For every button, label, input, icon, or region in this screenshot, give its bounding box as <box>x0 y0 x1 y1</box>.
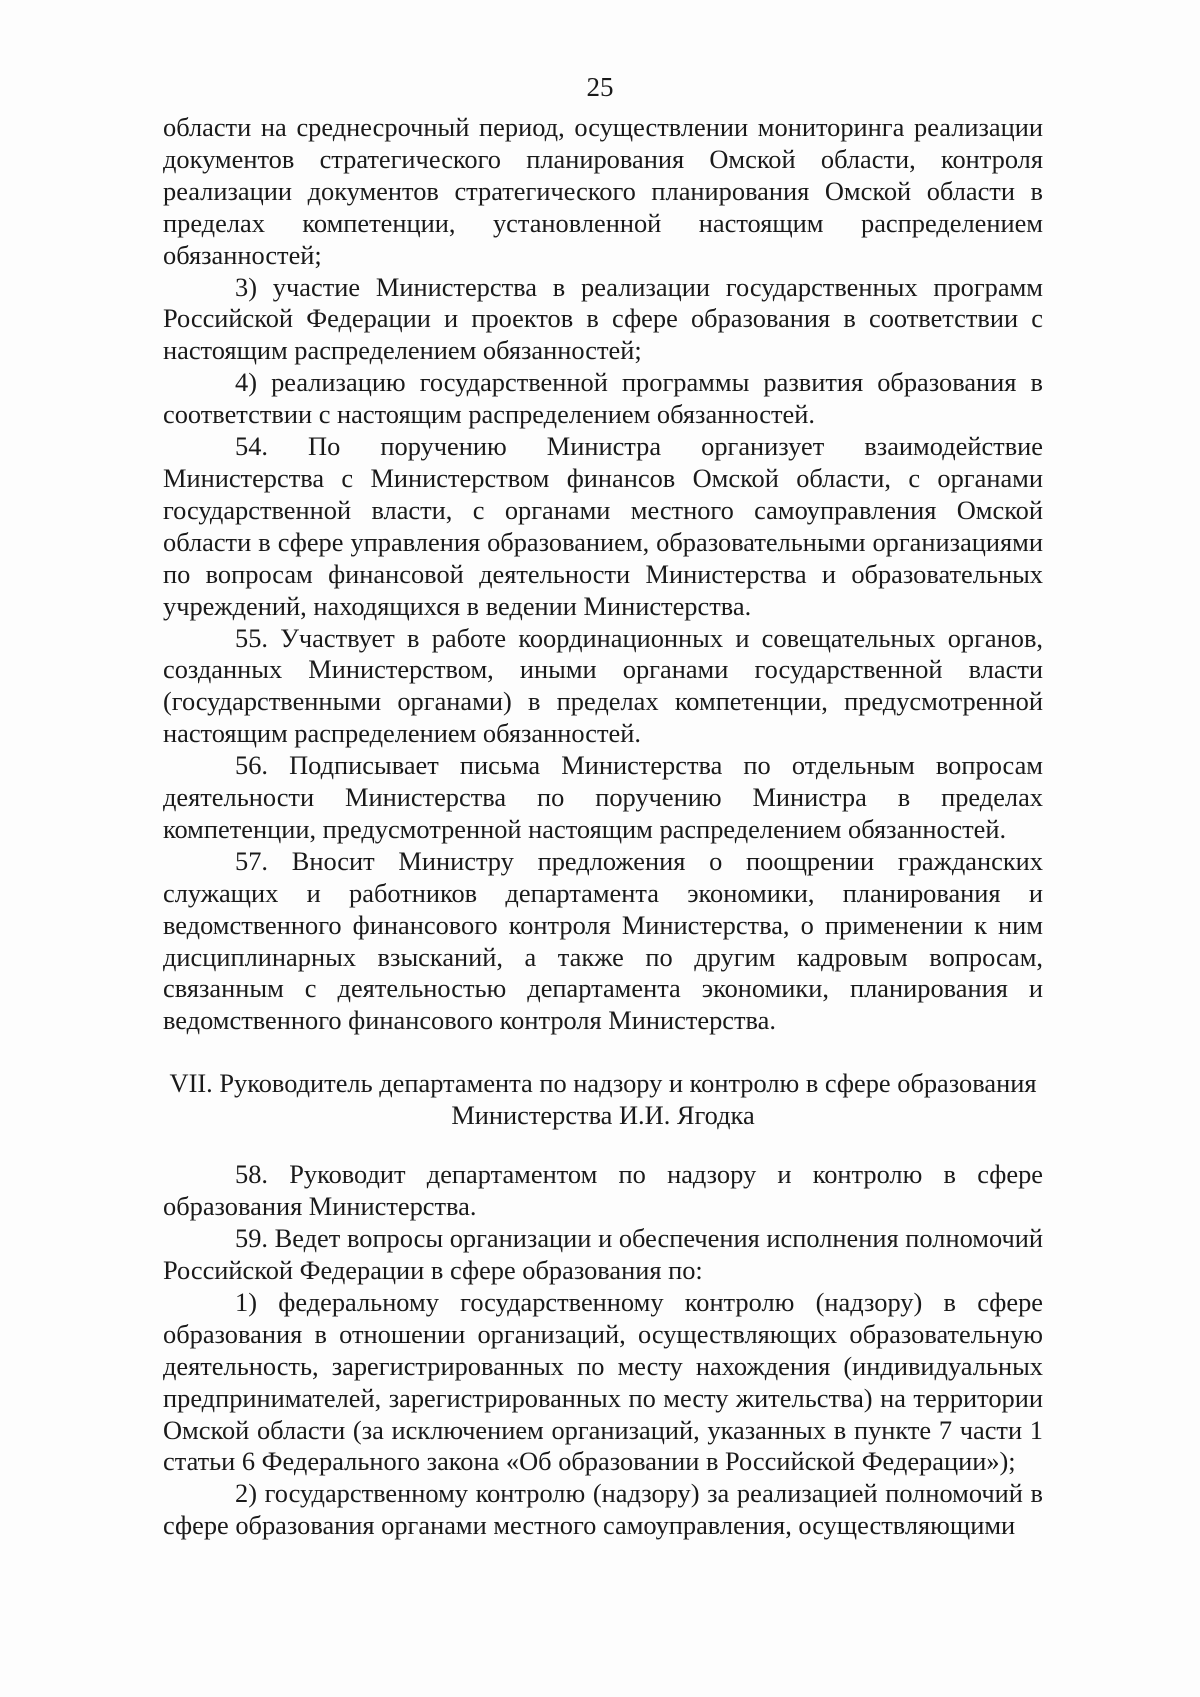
paragraph: 58. Руководит департаментом по надзору и контролю в сфере образования Министерства. <box>163 1159 1043 1222</box>
paragraph: 59. Ведет вопросы организации и обеспечения исполнения полномочий Российской Федерации в сфере образования по: <box>163 1223 1043 1285</box>
section-heading-line: VII. Руководитель департамента по надзору и контролю в сфере образования <box>169 1068 1037 1099</box>
paragraph: области на среднесрочный период, осуществлении мониторинга реализации документов стратегического планирования Омской области, контроля реализации документов стратегического планирования Омской области в пределах компетенции, установленной настоящим распределением обязанностей; <box>163 112 1043 270</box>
paragraph: 56. Подписывает письма Министерства по отдельным вопросам деятельности Министерства по поручению Министра в пределах компетенции, предусмотренной настоящим распределением обязанностей. <box>163 750 1043 844</box>
section-heading <box>163 1067 1043 1131</box>
paragraph: 1) федеральному государственному контролю (надзору) в сфере образования в отношении организаций, осуществляющих образовательную деятельность, зарегистрированных по месту нахождения (индивидуальных предпринимателей, зарегистрированных по месту жительства) на территории Омской области (за исключением организаций, указанных в пункте 7 части 1 статьи 6 Федерального закона «Об образовании в Российской Федерации»); <box>163 1286 1043 1477</box>
document-body <box>163 112 1043 1542</box>
paragraph: 54. По поручению Министра организует взаимодействие Министерства с Министерством финансов Омской области, с органами государственной власти, с органами местного самоуправления Омской области в сфере управления образованием, образовательными организациями по вопросам финансовой деятельности Министерства и образовательных учреждений, находящихся в ведении Министерства. <box>163 431 1043 621</box>
paragraph: 57. Вносит Министру предложения о поощрении гражданских служащих и работников департамента экономики, планирования и ведомственного финансового контроля Министерства, о применении к ним дисциплинарных взысканий, а также по другим кадровым вопросам, связанным с деятельностью департамента экономики, планирования и ведомственного финансового контроля Министерства. <box>163 845 1043 1036</box>
paragraph: 4) реализацию государственной программы развития образования в соответствии с настоящим распределением обязанностей. <box>163 367 1043 430</box>
paragraph: 2) государственному контролю (надзору) за реализацией полномочий в сфере образования органами местного самоуправления, осуществляющими <box>163 1478 1043 1541</box>
paragraph: 3) участие Министерства в реализации государственных программ Российской Федерации и проектов в сфере образования в соответствии с настоящим распределением обязанностей; <box>163 271 1043 366</box>
page-number: 25 <box>586 72 614 102</box>
section-heading-line: Министерства И.И. Ягодка <box>451 1100 755 1131</box>
paragraph: 55. Участвует в работе координационных и совещательных органов, созданных Министерством, иными органами государственной власти (государственными органами) в пределах компетенции, предусмотренной настоящим распределением обязанностей. <box>163 622 1043 749</box>
